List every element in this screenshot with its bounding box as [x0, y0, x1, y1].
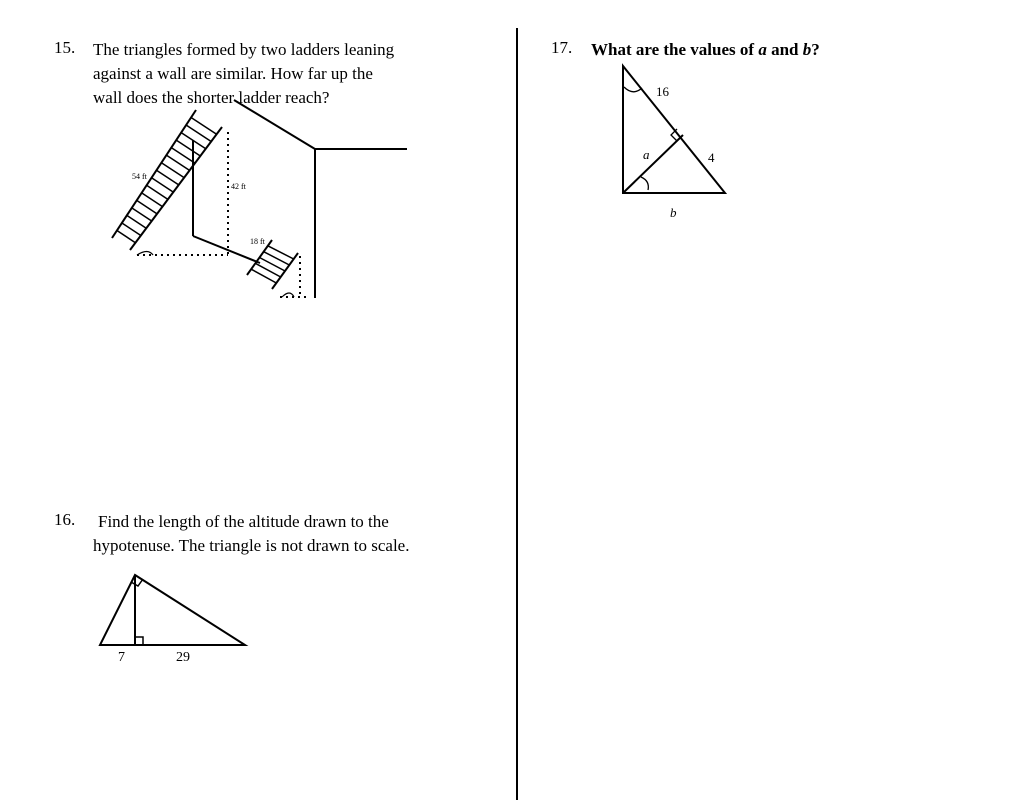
ladder-rung — [137, 200, 157, 213]
ladder-rung — [251, 269, 276, 283]
hyp-bottom-label: 4 — [708, 150, 715, 165]
right-triangle — [100, 575, 245, 645]
problem-17-var-b: b — [802, 40, 812, 59]
long-height-label: 42 ft — [231, 182, 246, 191]
ladder-rung — [264, 252, 290, 265]
left-segment-label: 7 — [118, 650, 125, 665]
problem-17-part-2: and — [766, 40, 803, 59]
ladder-rung — [255, 263, 280, 277]
base-label: b — [670, 205, 677, 220]
long-triangle-dotted — [137, 132, 228, 255]
ladder-rung — [260, 258, 286, 272]
ladder-rung — [117, 230, 135, 242]
short-ladder — [247, 240, 298, 289]
problem-15-line-2: against a wall are similar. How far up the — [93, 64, 373, 83]
ladder-rung — [132, 208, 152, 221]
long-ladder-length-label: 54 ft — [132, 172, 147, 181]
problem-16-text — [93, 510, 409, 558]
problem-15-number: 15. — [54, 38, 76, 57]
ladder-rung — [127, 215, 146, 228]
problem-17-part-3: ? — [811, 40, 820, 59]
ladder-rung — [268, 246, 294, 259]
problem-15-line-1: The triangles formed by two ladders leaning — [93, 40, 395, 59]
problem-17-var-a: a — [758, 40, 767, 59]
right-segment-label: 29 — [176, 650, 190, 665]
altitude-label: a — [643, 147, 650, 162]
short-ladder-length-label: 18 ft — [250, 237, 265, 246]
problem-15-line-3: wall does the shorter ladder reach? — [93, 88, 330, 107]
problem-17-number: 17. — [551, 38, 573, 57]
ladder-rung — [147, 185, 168, 199]
long-ladder — [112, 110, 222, 250]
ladders-figure — [100, 100, 420, 305]
right-triangle-with-altitude — [623, 66, 725, 193]
similar-triangles-figure — [610, 60, 740, 225]
problem-16-line-1: Find the length of the altitude drawn to the — [98, 512, 389, 531]
column-divider — [516, 28, 518, 800]
ladder-rung — [122, 223, 141, 236]
hyp-top-label: 16 — [656, 84, 669, 99]
altitude-triangle-figure — [95, 570, 255, 670]
problem-17-text — [591, 38, 820, 62]
problem-16-line-2: hypotenuse. The triangle is not drawn to scale. — [93, 536, 410, 555]
problem-16-number: 16. — [54, 510, 76, 529]
ladder-rung — [142, 193, 163, 207]
problem-17-part-1: What are the values of — [591, 40, 759, 59]
ladder-rung — [191, 118, 217, 135]
